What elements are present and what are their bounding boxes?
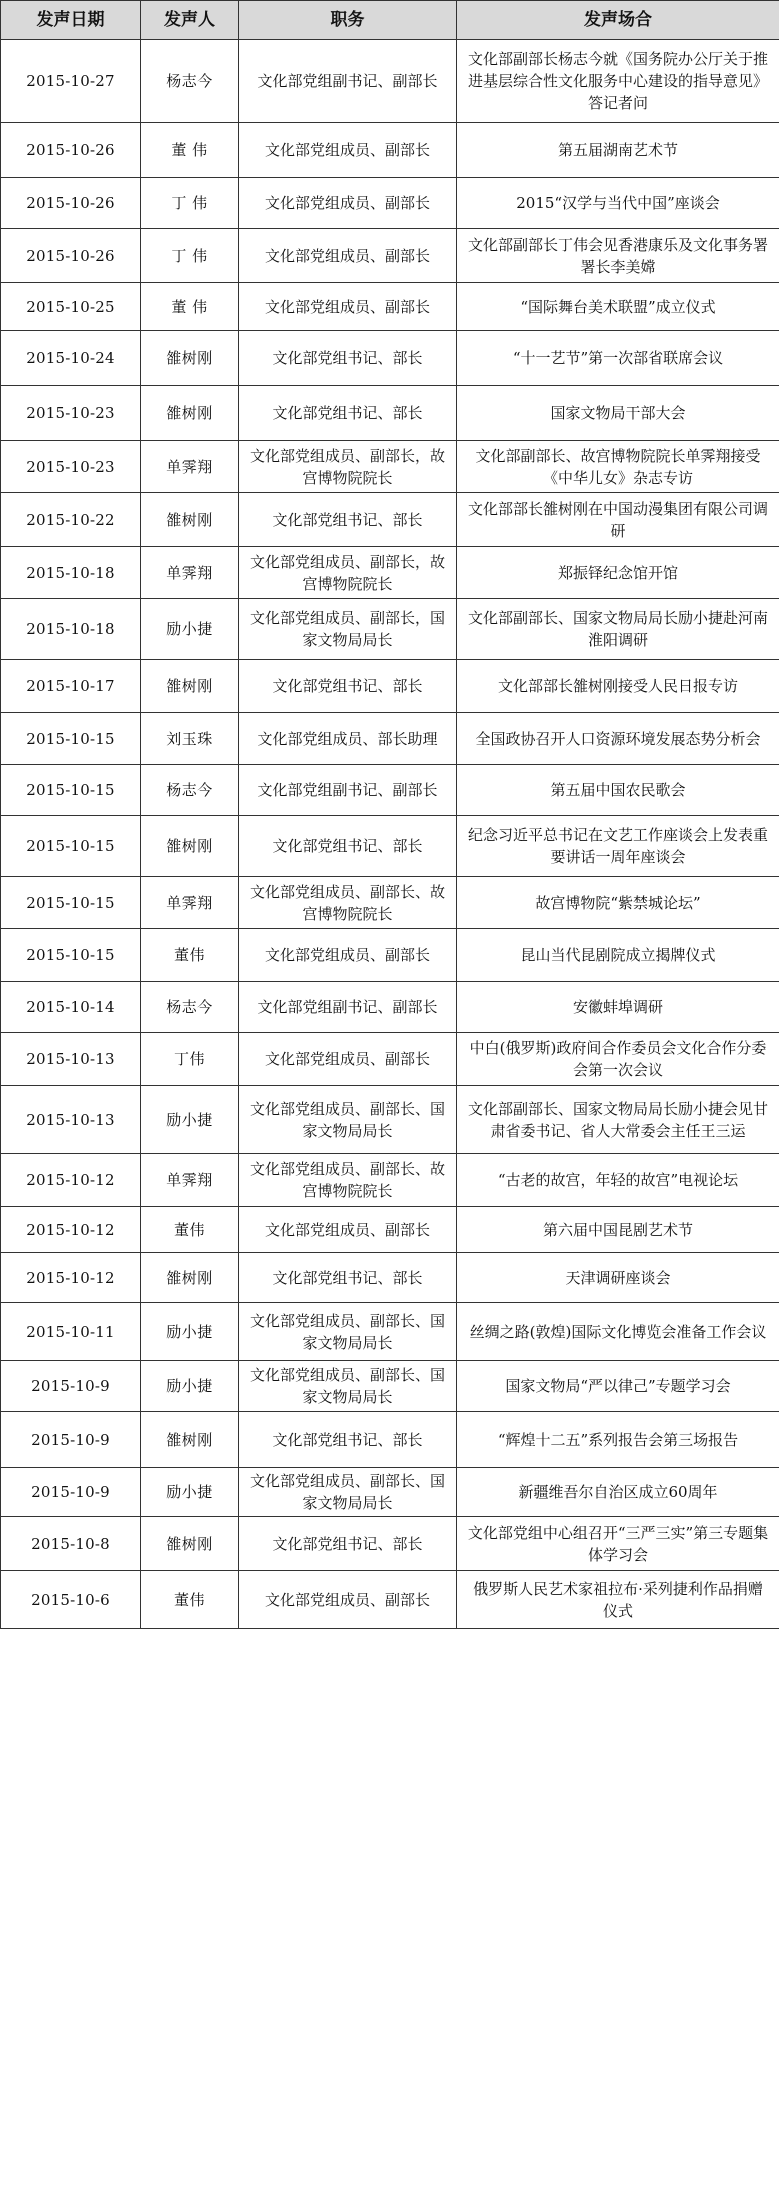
- cell-date: 2015-10-15: [1, 765, 141, 816]
- cell-person: 励小捷: [141, 1086, 239, 1154]
- cell-occasion: 故宫博物院“紫禁城论坛”: [457, 877, 779, 929]
- cell-post: 文化部党组成员、副部长、故宫博物院院长: [239, 1154, 457, 1207]
- cell-date: 2015-10-18: [1, 599, 141, 660]
- cell-post: 文化部党组副书记、副部长: [239, 982, 457, 1033]
- cell-post: 文化部党组书记、部长: [239, 386, 457, 441]
- cell-date: 2015-10-9: [1, 1412, 141, 1468]
- cell-date: 2015-10-26: [1, 123, 141, 178]
- cell-date: 2015-10-18: [1, 547, 141, 599]
- cell-post: 文化部党组书记、部长: [239, 816, 457, 877]
- cell-post: 文化部党组成员、部长助理: [239, 713, 457, 765]
- header-occasion: 发声场合: [457, 1, 779, 40]
- cell-person: 刘玉珠: [141, 713, 239, 765]
- cell-occasion: 丝绸之路(敦煌)国际文化博览会准备工作会议: [457, 1303, 779, 1361]
- cell-date: 2015-10-14: [1, 982, 141, 1033]
- cell-occasion: 中白(俄罗斯)政府间合作委员会文化合作分委会第一次会议: [457, 1033, 779, 1086]
- cell-post: 文化部党组成员、副部长，故宫博物院院长: [239, 547, 457, 599]
- cell-person: 励小捷: [141, 1361, 239, 1412]
- cell-date: 2015-10-13: [1, 1033, 141, 1086]
- cell-date: 2015-10-23: [1, 441, 141, 493]
- cell-occasion: 俄罗斯人民艺术家祖拉布·采列捷利作品捐赠仪式: [457, 1571, 779, 1629]
- cell-occasion: 文化部副部长杨志今就《国务院办公厅关于推进基层综合性文化服务中心建设的指导意见》答记者问: [457, 40, 779, 123]
- cell-occasion: 2015“汉学与当代中国”座谈会: [457, 178, 779, 229]
- cell-occasion: “十一艺节”第一次部省联席会议: [457, 331, 779, 386]
- table-row: [1, 386, 779, 441]
- cell-person: 雒树刚: [141, 1412, 239, 1468]
- table-row: [1, 816, 779, 877]
- table-row: [1, 331, 779, 386]
- cell-occasion: “辉煌十二五”系列报告会第三场报告: [457, 1412, 779, 1468]
- cell-person: 励小捷: [141, 599, 239, 660]
- cell-person: 雒树刚: [141, 660, 239, 713]
- cell-date: 2015-10-23: [1, 386, 141, 441]
- cell-person: 雒树刚: [141, 1517, 239, 1571]
- table-row: [1, 1303, 779, 1361]
- cell-date: 2015-10-9: [1, 1361, 141, 1412]
- table-row: [1, 877, 779, 929]
- table-row: [1, 123, 779, 178]
- cell-person: 单霁翔: [141, 877, 239, 929]
- cell-date: 2015-10-17: [1, 660, 141, 713]
- cell-date: 2015-10-8: [1, 1517, 141, 1571]
- cell-person: 丁伟: [141, 1033, 239, 1086]
- cell-date: 2015-10-25: [1, 283, 141, 331]
- cell-person: 董伟: [141, 1207, 239, 1253]
- cell-post: 文化部党组成员、副部长、国家文物局局长: [239, 1361, 457, 1412]
- cell-date: 2015-10-12: [1, 1207, 141, 1253]
- cell-post: 文化部党组成员、副部长、国家文物局局长: [239, 1468, 457, 1517]
- cell-occasion: 文化部副部长、故宫博物院院长单霁翔接受《中华儿女》杂志专访: [457, 441, 779, 493]
- table-row: [1, 929, 779, 982]
- table-row: [1, 1412, 779, 1468]
- cell-date: 2015-10-22: [1, 493, 141, 547]
- cell-occasion: 天津调研座谈会: [457, 1253, 779, 1303]
- cell-post: 文化部党组成员、副部长: [239, 929, 457, 982]
- cell-occasion: 国家文物局干部大会: [457, 386, 779, 441]
- cell-occasion: 文化部部长雒树刚接受人民日报专访: [457, 660, 779, 713]
- table-row: [1, 1033, 779, 1086]
- cell-date: 2015-10-15: [1, 816, 141, 877]
- table-body: [1, 40, 779, 1629]
- table-row: [1, 441, 779, 493]
- cell-occasion: “国际舞台美术联盟”成立仪式: [457, 283, 779, 331]
- cell-person: 董伟: [141, 929, 239, 982]
- cell-post: 文化部党组书记、部长: [239, 660, 457, 713]
- table-row: [1, 1207, 779, 1253]
- table-row: [1, 40, 779, 123]
- cell-date: 2015-10-11: [1, 1303, 141, 1361]
- cell-person: 单霁翔: [141, 1154, 239, 1207]
- cell-post: 文化部党组成员、副部长，故宫博物院院长: [239, 441, 457, 493]
- cell-post: 文化部党组成员、副部长: [239, 283, 457, 331]
- cell-date: 2015-10-27: [1, 40, 141, 123]
- table-row: [1, 765, 779, 816]
- cell-post: 文化部党组成员、副部长: [239, 229, 457, 283]
- cell-post: 文化部党组成员、副部长，国家文物局局长: [239, 599, 457, 660]
- cell-date: 2015-10-12: [1, 1253, 141, 1303]
- cell-person: 丁 伟: [141, 178, 239, 229]
- cell-date: 2015-10-24: [1, 331, 141, 386]
- cell-post: 文化部党组成员、副部长、国家文物局局长: [239, 1303, 457, 1361]
- table-row: [1, 178, 779, 229]
- cell-person: 单霁翔: [141, 441, 239, 493]
- header-person: 发声人: [141, 1, 239, 40]
- table-row: [1, 283, 779, 331]
- cell-person: 董伟: [141, 1571, 239, 1629]
- table-row: [1, 1086, 779, 1154]
- cell-occasion: 昆山当代昆剧院成立揭牌仪式: [457, 929, 779, 982]
- table-row: [1, 493, 779, 547]
- table-header-row: [1, 1, 779, 40]
- cell-occasion: 文化部党组中心组召开“三严三实”第三专题集体学习会: [457, 1517, 779, 1571]
- table-row: [1, 1253, 779, 1303]
- cell-person: 董 伟: [141, 123, 239, 178]
- cell-date: 2015-10-9: [1, 1468, 141, 1517]
- table-row: [1, 1517, 779, 1571]
- cell-person: 丁 伟: [141, 229, 239, 283]
- cell-date: 2015-10-6: [1, 1571, 141, 1629]
- cell-post: 文化部党组书记、部长: [239, 493, 457, 547]
- cell-person: 单霁翔: [141, 547, 239, 599]
- cell-person: 雒树刚: [141, 386, 239, 441]
- cell-post: 文化部党组书记、部长: [239, 1412, 457, 1468]
- table-row: [1, 1154, 779, 1207]
- cell-post: 文化部党组成员、副部长、国家文物局局长: [239, 1086, 457, 1154]
- cell-person: 雒树刚: [141, 1253, 239, 1303]
- cell-occasion: 第六届中国昆剧艺术节: [457, 1207, 779, 1253]
- table-row: [1, 1571, 779, 1629]
- table-row: [1, 713, 779, 765]
- cell-post: 文化部党组成员、副部长: [239, 1571, 457, 1629]
- cell-date: 2015-10-15: [1, 929, 141, 982]
- cell-post: 文化部党组成员、副部长: [239, 1033, 457, 1086]
- cell-occasion: 文化部副部长、国家文物局局长励小捷赴河南淮阳调研: [457, 599, 779, 660]
- header-date: 发声日期: [1, 1, 141, 40]
- cell-occasion: 文化部副部长、国家文物局局长励小捷会见甘肃省委书记、省人大常委会主任王三运: [457, 1086, 779, 1154]
- cell-person: 杨志今: [141, 40, 239, 123]
- cell-occasion: 文化部副部长丁伟会见香港康乐及文化事务署署长李美嫦: [457, 229, 779, 283]
- cell-occasion: 纪念习近平总书记在文艺工作座谈会上发表重要讲话一周年座谈会: [457, 816, 779, 877]
- cell-person: 雒树刚: [141, 816, 239, 877]
- cell-post: 文化部党组副书记、副部长: [239, 765, 457, 816]
- cell-person: 励小捷: [141, 1303, 239, 1361]
- cell-post: 文化部党组成员、副部长: [239, 178, 457, 229]
- cell-occasion: 新疆维吾尔自治区成立60周年: [457, 1468, 779, 1517]
- header-post: 职务: [239, 1, 457, 40]
- cell-post: 文化部党组副书记、副部长: [239, 40, 457, 123]
- cell-occasion: 第五届湖南艺术节: [457, 123, 779, 178]
- cell-date: 2015-10-26: [1, 229, 141, 283]
- table-row: [1, 660, 779, 713]
- cell-person: 杨志今: [141, 982, 239, 1033]
- cell-date: 2015-10-26: [1, 178, 141, 229]
- cell-occasion: 安徽蚌埠调研: [457, 982, 779, 1033]
- table-row: [1, 547, 779, 599]
- cell-occasion: “古老的故宫，年轻的故宫”电视论坛: [457, 1154, 779, 1207]
- cell-date: 2015-10-12: [1, 1154, 141, 1207]
- table-row: [1, 1468, 779, 1517]
- cell-person: 杨志今: [141, 765, 239, 816]
- table-row: [1, 982, 779, 1033]
- table-row: [1, 229, 779, 283]
- cell-occasion: 第五届中国农民歌会: [457, 765, 779, 816]
- cell-post: 文化部党组书记、部长: [239, 331, 457, 386]
- cell-occasion: 全国政协召开人口资源环境发展态势分析会: [457, 713, 779, 765]
- cell-post: 文化部党组成员、副部长、故宫博物院院长: [239, 877, 457, 929]
- cell-occasion: 文化部部长雒树刚在中国动漫集团有限公司调研: [457, 493, 779, 547]
- cell-occasion: 郑振铎纪念馆开馆: [457, 547, 779, 599]
- cell-date: 2015-10-15: [1, 877, 141, 929]
- table-row: [1, 1361, 779, 1412]
- cell-person: 雒树刚: [141, 493, 239, 547]
- cell-post: 文化部党组书记、部长: [239, 1253, 457, 1303]
- cell-person: 雒树刚: [141, 331, 239, 386]
- cell-date: 2015-10-13: [1, 1086, 141, 1154]
- cell-occasion: 国家文物局“严以律己”专题学习会: [457, 1361, 779, 1412]
- cell-date: 2015-10-15: [1, 713, 141, 765]
- cell-post: 文化部党组成员、副部长: [239, 1207, 457, 1253]
- table-row: [1, 599, 779, 660]
- cell-person: 励小捷: [141, 1468, 239, 1517]
- cell-person: 董 伟: [141, 283, 239, 331]
- cell-post: 文化部党组书记、部长: [239, 1517, 457, 1571]
- cell-post: 文化部党组成员、副部长: [239, 123, 457, 178]
